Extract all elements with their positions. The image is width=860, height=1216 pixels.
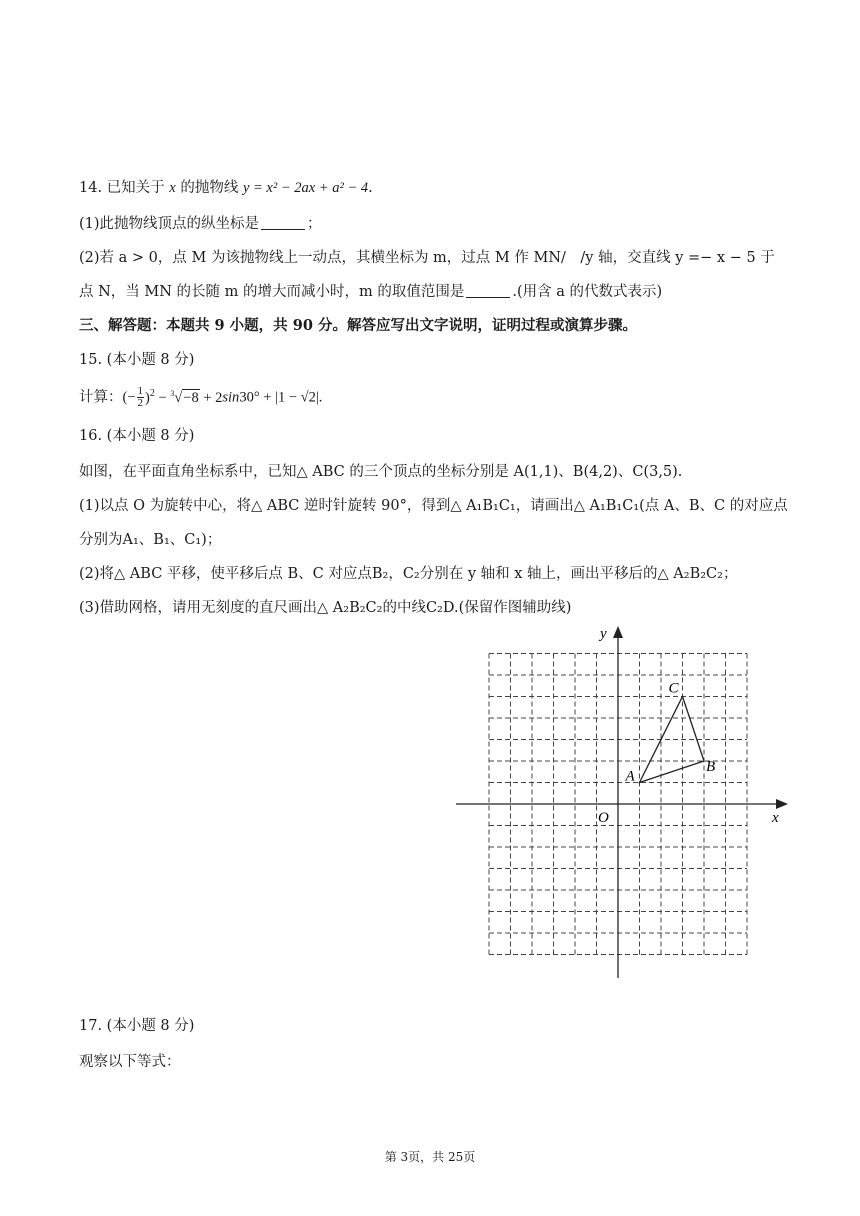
q16-part1-line1: (1)以点 O 为旋转中心，将△ ABC 逆时针旋转 90°，得到△ A₁B₁C₁，请画出△ A₁B₁C₁(点 A、B、C 的对应点 bbox=[79, 498, 788, 514]
q16-part2: (2)将△ ABC 平移，使平移后点 B、C 对应点B₂，C₂分别在 y 轴和 x 轴上，画出平移后的△ A₂B₂C₂； bbox=[79, 566, 738, 582]
q17-intro: 观察以下等式： bbox=[79, 1054, 181, 1070]
point-label-c: C bbox=[668, 680, 679, 697]
page-footer: 第 3页，共 25页 bbox=[384, 1150, 476, 1164]
q14-part2-line2: 点 N，当 MN 的长随 m 的增大而减小时，m 的取值范围是 .(用含 a 的代数式表示) bbox=[79, 284, 663, 300]
q16-intro: 如图，在平面直角坐标系中，已知△ ABC 的三个顶点的坐标分别是 A(1,1)、B(4,2)、C(3,5). bbox=[79, 464, 683, 480]
x-axis-label: x bbox=[772, 810, 779, 826]
answer-blank-1[interactable] bbox=[261, 215, 305, 230]
y-axis-arrow bbox=[613, 626, 623, 638]
q14-part1: (1)此抛物线顶点的纵坐标是 ； bbox=[79, 216, 322, 232]
q14-part2-line1: (2)若 a > 0，点 M 为该抛物线上一动点，其横坐标为 m，过点 M 作 MN/ /y 轴，交直线 y =− x − 5 于 bbox=[79, 250, 775, 266]
coordinate-grid-figure bbox=[452, 622, 792, 982]
fraction-one-half: $\frac{1}{2}$ bbox=[137, 385, 144, 409]
x-axis-arrow bbox=[776, 799, 788, 809]
q15-header: 15. (本小题 8 分) bbox=[79, 352, 195, 368]
q17-header: 17. (本小题 8 分) bbox=[79, 1018, 195, 1034]
q16-part1-line2: 分别为A₁、B₁、C₁)； bbox=[79, 532, 222, 548]
point-label-b: B bbox=[706, 759, 716, 775]
point-label-a: A bbox=[625, 768, 635, 785]
q14-stem: 14. 已知关于 x 的抛物线 y = x² − 2ax + a² − 4. bbox=[79, 180, 373, 196]
origin-label: O bbox=[598, 810, 609, 826]
y-axis-label: y bbox=[600, 626, 607, 642]
q16-header: 16. (本小题 8 分) bbox=[79, 428, 195, 444]
q15-expression: 计算：(− $\frac{1}{2}$ )$^2$ − $^3$√−8 + 2sin30° + |1 − √2|. bbox=[79, 385, 323, 409]
parabola-formula: y = x² − 2ax + a² − 4 bbox=[242, 180, 369, 196]
q16-part3: (3)借助网格，请用无刻度的直尺画出△ A₂B₂C₂的中线C₂D.(保留作图辅助线) bbox=[79, 600, 572, 616]
section-3-heading: 三、解答题：本题共 9 小题，共 90 分。解答应写出文字说明，证明过程或演算步骤。 bbox=[79, 317, 637, 334]
answer-blank-2[interactable] bbox=[466, 283, 510, 298]
